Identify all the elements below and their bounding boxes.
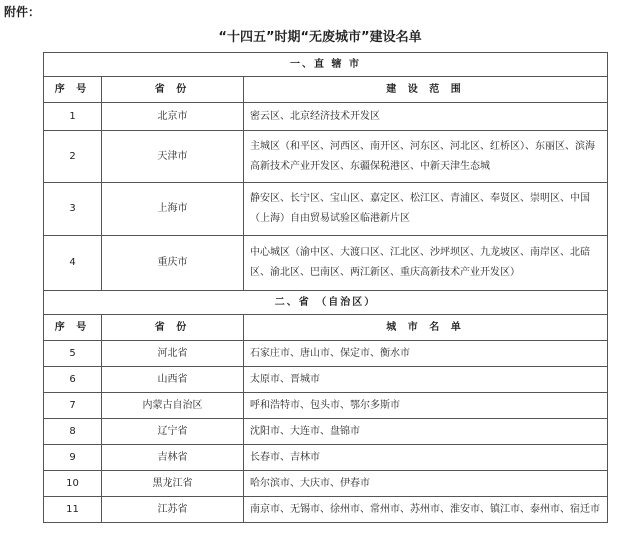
section-title: 二、省 （自治区） [44,291,608,315]
row-cities: 长春市、吉林市 [244,445,608,471]
table-row [44,131,608,183]
column-header-city-list: 城 市 名 单 [244,315,608,341]
table-row [44,497,608,523]
table-row [44,341,608,367]
row-cities: 南京市、无锡市、徐州市、常州市、苏州市、淮安市、镇江市、泰州市、宿迁市 [244,497,608,523]
column-header-scope: 建 设 范 围 [244,77,608,103]
row-province: 吉林省 [102,445,244,471]
table-row [44,367,608,393]
row-province: 北京市 [102,103,244,131]
row-province: 内蒙古自治区 [102,393,244,419]
table-row [44,103,608,131]
column-header-province: 省 份 [102,315,244,341]
table-row [44,471,608,497]
row-number: 8 [44,419,102,445]
row-number: 10 [44,471,102,497]
row-province: 重庆市 [102,236,244,291]
row-number: 7 [44,393,102,419]
row-cities: 呼和浩特市、包头市、鄂尔多斯市 [244,393,608,419]
row-number: 4 [44,236,102,291]
column-header-row [44,77,608,103]
row-cities: 石家庄市、唐山市、保定市、衡水市 [244,341,608,367]
row-province: 江苏省 [102,497,244,523]
row-scope: 主城区（和平区、河西区、南开区、河东区、河北区、红桥区）、东丽区、滨海高新技术产业开发区、东疆保税港区、中新天津生态城 [244,131,608,183]
row-province: 黑龙江省 [102,471,244,497]
row-scope: 密云区、北京经济技术开发区 [244,103,608,131]
row-number: 6 [44,367,102,393]
column-header-number: 序 号 [44,315,102,341]
row-scope: 中心城区（渝中区、大渡口区、江北区、沙坪坝区、九龙坡区、南岸区、北碚区、渝北区、巴南区、两江新区、重庆高新技术产业开发区） [244,236,608,291]
row-province: 上海市 [102,183,244,236]
table-row [44,419,608,445]
row-scope: 静安区、长宁区、宝山区、嘉定区、松江区、青浦区、奉贤区、崇明区、中国（上海）自由贸易试验区临港新片区 [244,183,608,236]
city-list-table [43,52,608,523]
column-header-province: 省 份 [102,77,244,103]
row-number: 1 [44,103,102,131]
table-row [44,236,608,291]
row-province: 山西省 [102,367,244,393]
document-title: “十四五”时期“无废城市”建设名单 [218,30,422,45]
section-title: 一、直 辖 市 [44,53,608,77]
table-row [44,445,608,471]
row-number: 9 [44,445,102,471]
row-number: 11 [44,497,102,523]
column-header-row [44,315,608,341]
row-number: 5 [44,341,102,367]
row-cities: 沈阳市、大连市、盘锦市 [244,419,608,445]
row-number: 3 [44,183,102,236]
attachment-label: 附件： [4,5,41,19]
column-header-number: 序 号 [44,77,102,103]
row-cities: 哈尔滨市、大庆市、伊春市 [244,471,608,497]
row-cities: 太原市、晋城市 [244,367,608,393]
section-header-provinces [44,291,608,315]
table-row [44,393,608,419]
row-number: 2 [44,131,102,183]
row-province: 天津市 [102,131,244,183]
row-province: 河北省 [102,341,244,367]
section-header-municipalities [44,53,608,77]
row-province: 辽宁省 [102,419,244,445]
table-row [44,183,608,236]
